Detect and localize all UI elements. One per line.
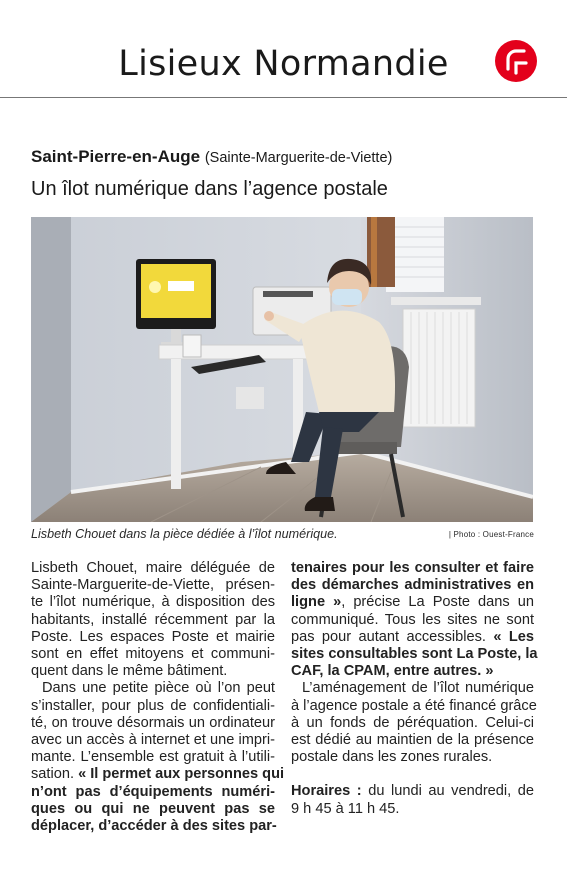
photo-credit: | Photo : Ouest-France bbox=[448, 530, 534, 539]
photo-caption: Lisbeth Chouet dans la pièce dédiée à l’îlot numérique. bbox=[31, 527, 338, 541]
text-line: 9 h 45 à 11 h 45. bbox=[291, 800, 400, 817]
paragraph-gap bbox=[291, 766, 534, 783]
text-line: mante. L’ensemble est gratuit à l’utili- bbox=[31, 749, 275, 766]
text-line: à l’agence postale a été financé grâce bbox=[291, 697, 537, 714]
text-line: déplacer, d’accéder à des sites par- bbox=[31, 818, 277, 835]
quote-run: ligne » bbox=[291, 594, 342, 611]
text-run: du lundi au vendredi, de bbox=[361, 783, 534, 800]
label-run: Horaires : bbox=[291, 783, 362, 800]
office-scene-illustration bbox=[31, 217, 533, 522]
text-line bbox=[291, 594, 534, 611]
masthead bbox=[0, 0, 567, 98]
article-column-1 bbox=[31, 560, 285, 835]
text-line: Poste. Les espaces Poste et mairie bbox=[31, 628, 275, 645]
text-line: Sainte-Marguerite-de-Viette, présen- bbox=[31, 577, 275, 594]
text-line: à un fonds de péréquation. Celui-ci bbox=[291, 714, 534, 731]
text-line: tenaires pour les consulter et faire bbox=[291, 560, 534, 576]
text-line bbox=[31, 766, 285, 783]
text-line: Lisbeth Chouet, maire déléguée de bbox=[31, 560, 275, 576]
text-line: habitants, installé récemment par la bbox=[31, 611, 275, 628]
article-headline: Un îlot numérique dans l’agence postale bbox=[31, 178, 388, 200]
text-line bbox=[291, 629, 534, 646]
section-title: Lisieux Normandie bbox=[118, 44, 449, 84]
article-column-2 bbox=[291, 560, 538, 818]
quote-run: « Il permet aux personnes qui bbox=[78, 766, 285, 783]
text-line: Dans une petite pièce où l’on peut bbox=[42, 680, 275, 697]
text-line: avec un accès à internet et une impri- bbox=[31, 732, 275, 749]
text-line: CAF, la CPAM, entre autres. » bbox=[291, 663, 494, 680]
text-line: ques ou qui ne peuvent pas se bbox=[31, 800, 275, 817]
text-run: , précise La Poste dans un bbox=[341, 594, 534, 611]
text-line: des démarches administratives en bbox=[291, 577, 534, 594]
text-run: pas pour autant accessibles. bbox=[291, 628, 486, 645]
text-line: sites consultables sont La Poste, la bbox=[291, 646, 538, 663]
text-line bbox=[291, 783, 534, 800]
text-line: sont en effet mitoyens et communi- bbox=[31, 646, 275, 663]
text-line: postale dans les zones rurales. bbox=[291, 749, 493, 766]
article-photo bbox=[31, 217, 533, 522]
kicker-village: (Sainte-Marguerite-de-Viette) bbox=[204, 150, 393, 166]
text-run: sation. bbox=[31, 766, 74, 783]
quote-run: « Les bbox=[493, 628, 534, 645]
kicker-town: Saint-Pierre-en-Auge bbox=[31, 147, 201, 166]
text-line: n’ont pas d’équipements numéri- bbox=[31, 783, 275, 800]
text-line: est dédié au maintien de la présence bbox=[291, 732, 534, 749]
ouest-france-logo-icon bbox=[494, 39, 538, 83]
text-line: s’installer, pour plus de confidentiali- bbox=[31, 697, 275, 714]
text-line: te l’îlot numérique, à disposition des bbox=[31, 594, 275, 611]
text-line: té, on trouve désormais un ordinateur bbox=[31, 714, 275, 731]
text-line: L’aménagement de l’îlot numérique bbox=[302, 680, 534, 697]
article-kicker bbox=[31, 147, 392, 167]
text-line: quent dans le même bâtiment. bbox=[31, 663, 228, 680]
text-line: communiqué. Tous les sites ne sont bbox=[291, 611, 534, 628]
